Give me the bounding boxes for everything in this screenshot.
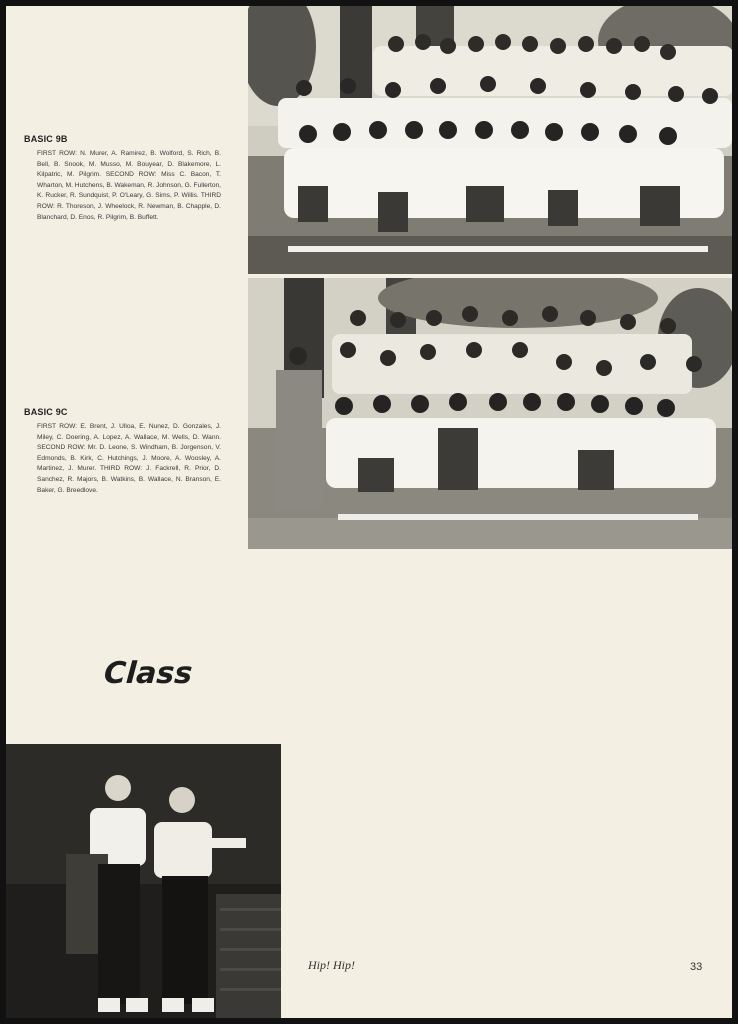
- section-title-basic-9c: BASIC 9C: [24, 407, 68, 417]
- footer-caption: Hip! Hip!: [308, 958, 355, 972]
- page-number: 33: [690, 961, 703, 973]
- class-photo-basic-9c: [248, 278, 732, 549]
- section-title-basic-9b: BASIC 9B: [24, 134, 68, 144]
- page-heading: Class: [102, 656, 194, 691]
- caption-basic-9b: FIRST ROW: N. Murer, A. Ramirez, B. Wolford, S. Rich, B. Bell, B. Snook, M. Musso, M. Bouyear, D. Blakemore, L. Kilpatric, M. Pilgrim. SECOND ROW: Miss C. Bacon, T. Wharton, M. Hutchens, B. Wakeman, R. Johnson, G. Fullerton, K. Rucker, R. Sundquist, P. O'Leary, G. Sims, P. Willis. THIRD ROW: R. Thoreson, J. Wheelock, R. Newman, B. Chapple, D. Blanchard, D. Enos, R. Pilgrim, B. Buffett.: [37, 150, 221, 221]
- cheerleaders-photo: [6, 744, 281, 1018]
- class-photo-basic-9b: [248, 6, 732, 274]
- caption-basic-9c: FIRST ROW: E. Brent, J. Ulloa, E. Nunez, D. Gonzales, J. Miley, C. Doering, A. Lopez, A. Wallace, M. Wells, D. Wann. SECOND ROW: Mr. D. Leone, S. Windham, B. Jorgenson, V. Edmonds, B. Kirk, C. Hutchings, J. Moore, A. Woosley, A. Martinez, J. Murer. THIRD ROW: J. Fackrell, R. Prior, D. Sanchez, R. Majors, B. Watkins, B. Wallace, N. Branson, E. Baker, G. Breedlove.: [37, 423, 221, 494]
